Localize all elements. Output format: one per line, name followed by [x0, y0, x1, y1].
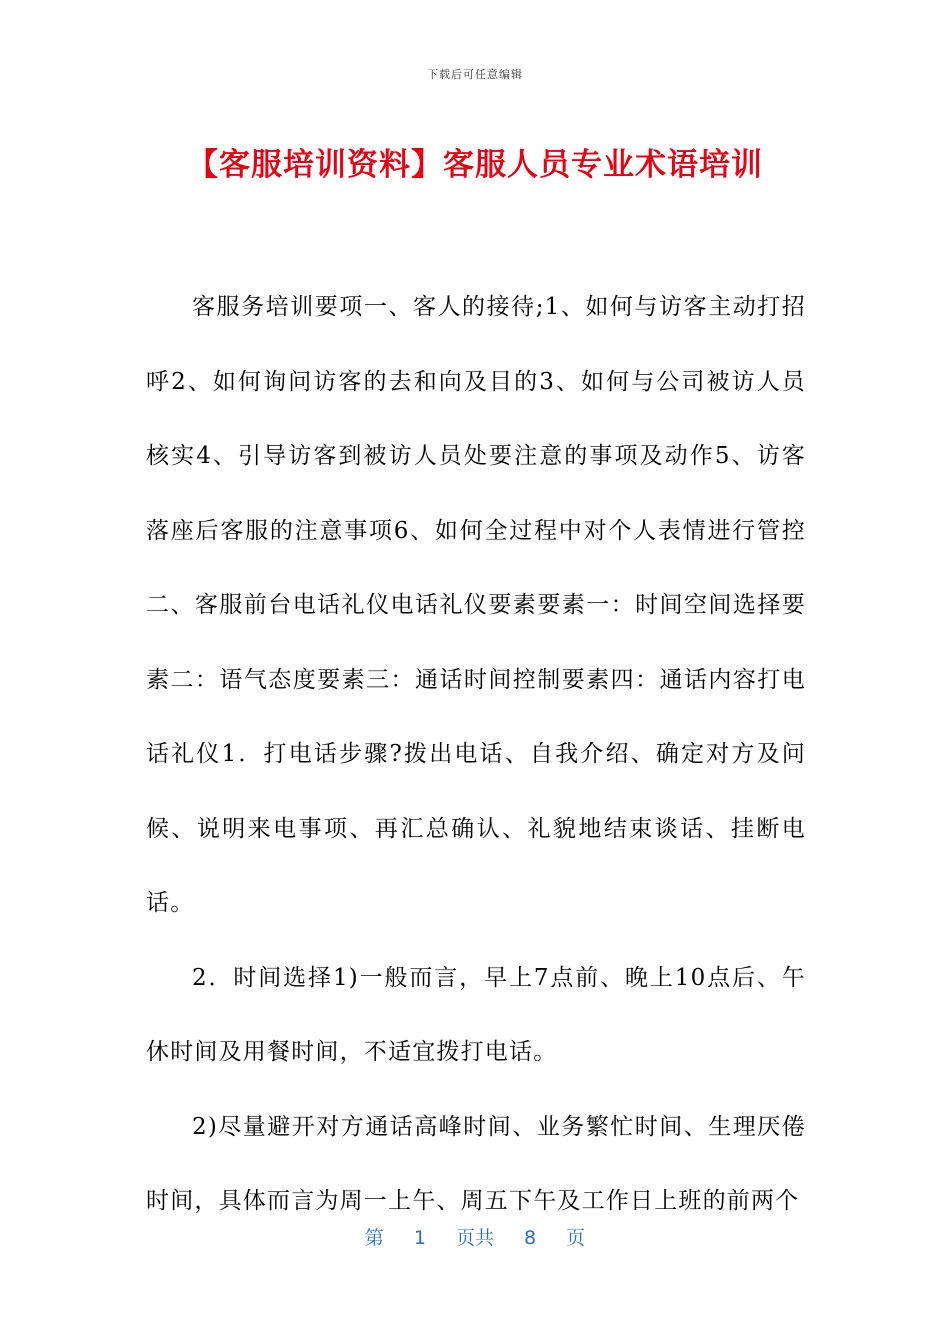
document-title: 【客服培训资料】客服人员专业术语培训	[187, 147, 763, 183]
page-prefix: 第	[364, 1227, 384, 1249]
document-body	[146, 270, 806, 1239]
page-middle: 页共	[455, 1227, 494, 1249]
page-number: 1	[413, 1227, 426, 1249]
page-footer	[0, 1223, 950, 1250]
body-paragraph: 2．时间选择1)一般而言，早上7点前、晚上10点后、午休时间及用餐时间，不适宜拨打电话。	[146, 964, 806, 1065]
body-paragraph: 客服务培训要项一、客人的接待;1、如何与访客主动打招呼2、如何询问访客的去和向及目的3、如何与公司被访人员核实4、引导访客到被访人员处要注意的事项及动作5、访客落座后客服的注意事项6、如何全过程中对个人表情进行管控二、客服前台电话礼仪电话礼仪要素要素一：时间空间选择要素二：语气态度要素三：通话时间控制要素四：通话内容打电话礼仪1．打电话步骤?拨出电话、自我介绍、确定对方及问候、说明来电事项、再汇总确认、礼貌地结束谈话、挂断电话。	[146, 294, 806, 916]
total-pages: 8	[524, 1227, 537, 1249]
header-note: 下载后可任意编辑	[427, 68, 523, 81]
page-suffix: 页	[566, 1227, 586, 1249]
body-paragraph: 2)尽量避开对方通话高峰时间、业务繁忙时间、生理厌倦时间，具体而言为周一上午、周五下午及工作日上班的前两个	[146, 1113, 806, 1214]
